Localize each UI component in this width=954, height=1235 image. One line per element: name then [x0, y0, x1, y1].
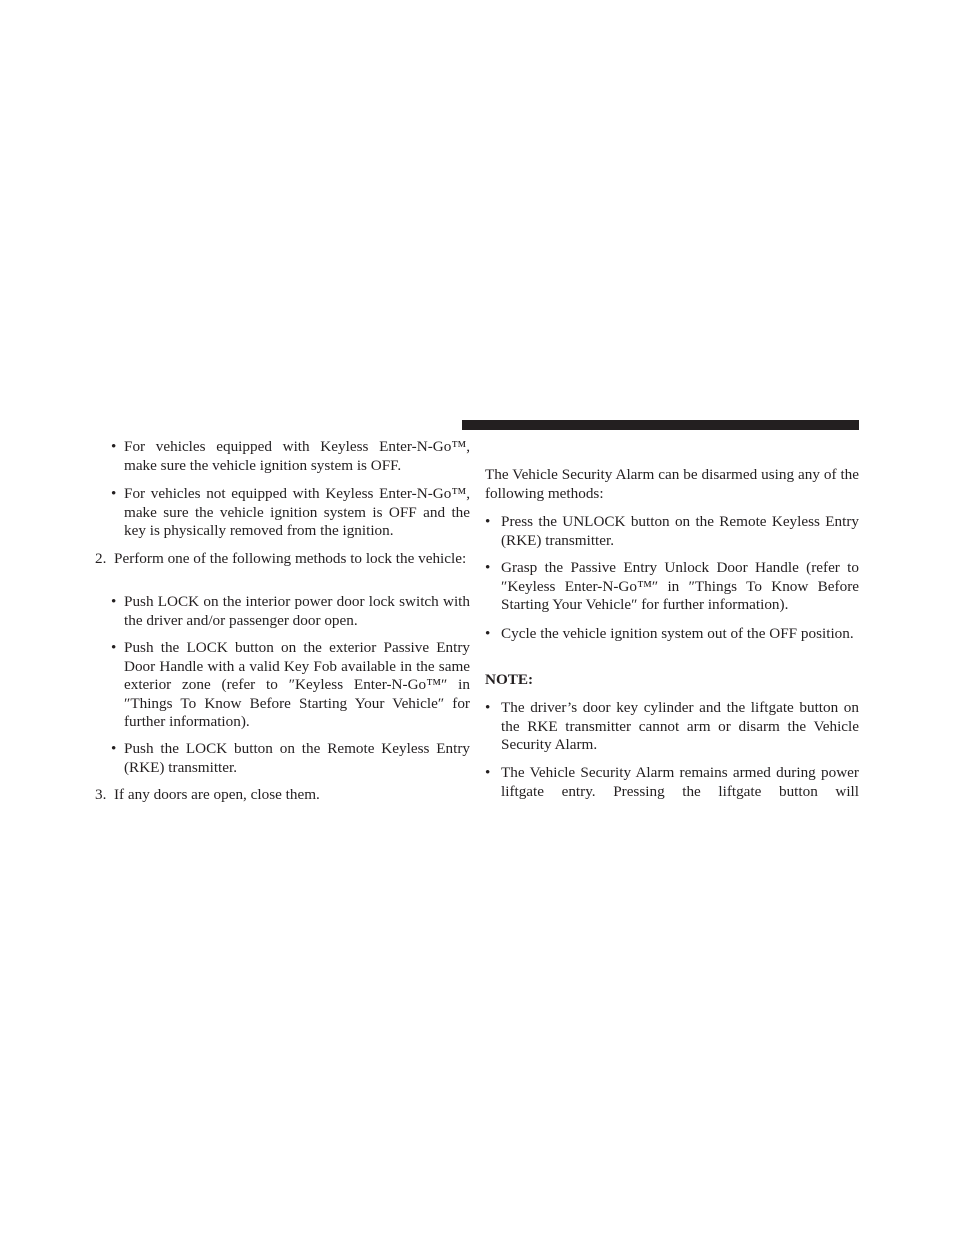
list-item-text: Cycle the vehicle ignition system out of the OFF position.	[501, 625, 854, 642]
bullet-icon: •	[485, 699, 491, 716]
list-item-text: The driver’s door key cylinder and the liftgate button on the RKE transmitter cannot arm or disarm the Vehicle Security Alarm.	[501, 699, 859, 754]
bullet-icon: •	[485, 559, 491, 576]
list-item-text: For vehicles not equipped with Keyless Enter-N-Go™, make sure the vehicle ignition system is OFF and the key is physically removed from the ignition.	[124, 485, 470, 540]
bullet-icon: •	[485, 625, 491, 642]
list-item-step-2	[95, 550, 470, 569]
bullet-icon: •	[111, 485, 117, 502]
list-item	[485, 513, 859, 550]
bullet-icon: •	[111, 593, 117, 610]
note-heading: NOTE:	[485, 671, 534, 688]
list-item-text: Press the UNLOCK button on the Remote Keyless Entry (RKE) transmitter.	[501, 513, 859, 549]
list-item	[485, 699, 859, 755]
step-number: 3.	[95, 786, 107, 803]
list-item-text: Grasp the Passive Entry Unlock Door Handle (refer to ″Keyless Enter-N-Go™″ in ″Things To Know Before Starting Your Vehicle″ for further information).	[501, 559, 859, 614]
list-item-text: For vehicles equipped with Keyless Enter-N-Go™, make sure the vehicle ignition system is OFF.	[124, 438, 470, 474]
section-header-bar	[462, 420, 859, 430]
list-item	[485, 559, 859, 615]
bullet-icon: •	[111, 639, 117, 656]
list-item	[485, 764, 859, 801]
intro-paragraph: The Vehicle Security Alarm can be disarmed using any of the following methods:	[485, 466, 859, 502]
list-item-text: Push LOCK on the interior power door lock switch with the driver and/or passenger door open.	[124, 593, 470, 629]
step-text: If any doors are open, close them.	[114, 786, 320, 803]
step-number: 2.	[95, 550, 107, 567]
list-item-text: Push the LOCK button on the exterior Passive Entry Door Handle with a valid Key Fob available in the same exterior zone (refer to ″Keyless Enter-N-Go™″ in ″Things To Know Before Starting Your Vehicle″ for further information).	[124, 639, 470, 731]
bullet-icon: •	[111, 740, 117, 757]
list-item	[111, 639, 470, 732]
list-item-step-3	[95, 786, 470, 805]
list-item-text: Push the LOCK button on the Remote Keyless Entry (RKE) transmitter.	[124, 740, 470, 776]
list-item	[111, 485, 470, 541]
bullet-icon: •	[485, 764, 491, 781]
list-item	[111, 438, 470, 475]
list-item	[111, 740, 470, 777]
step-text: Perform one of the following methods to lock the vehicle:	[114, 550, 467, 567]
list-item-text: The Vehicle Security Alarm remains armed during power liftgate entry. Pressing the liftgate button will	[501, 764, 859, 800]
bullet-icon: •	[485, 513, 491, 530]
bullet-icon: •	[111, 438, 117, 455]
list-item	[485, 625, 859, 644]
list-item	[111, 593, 470, 630]
